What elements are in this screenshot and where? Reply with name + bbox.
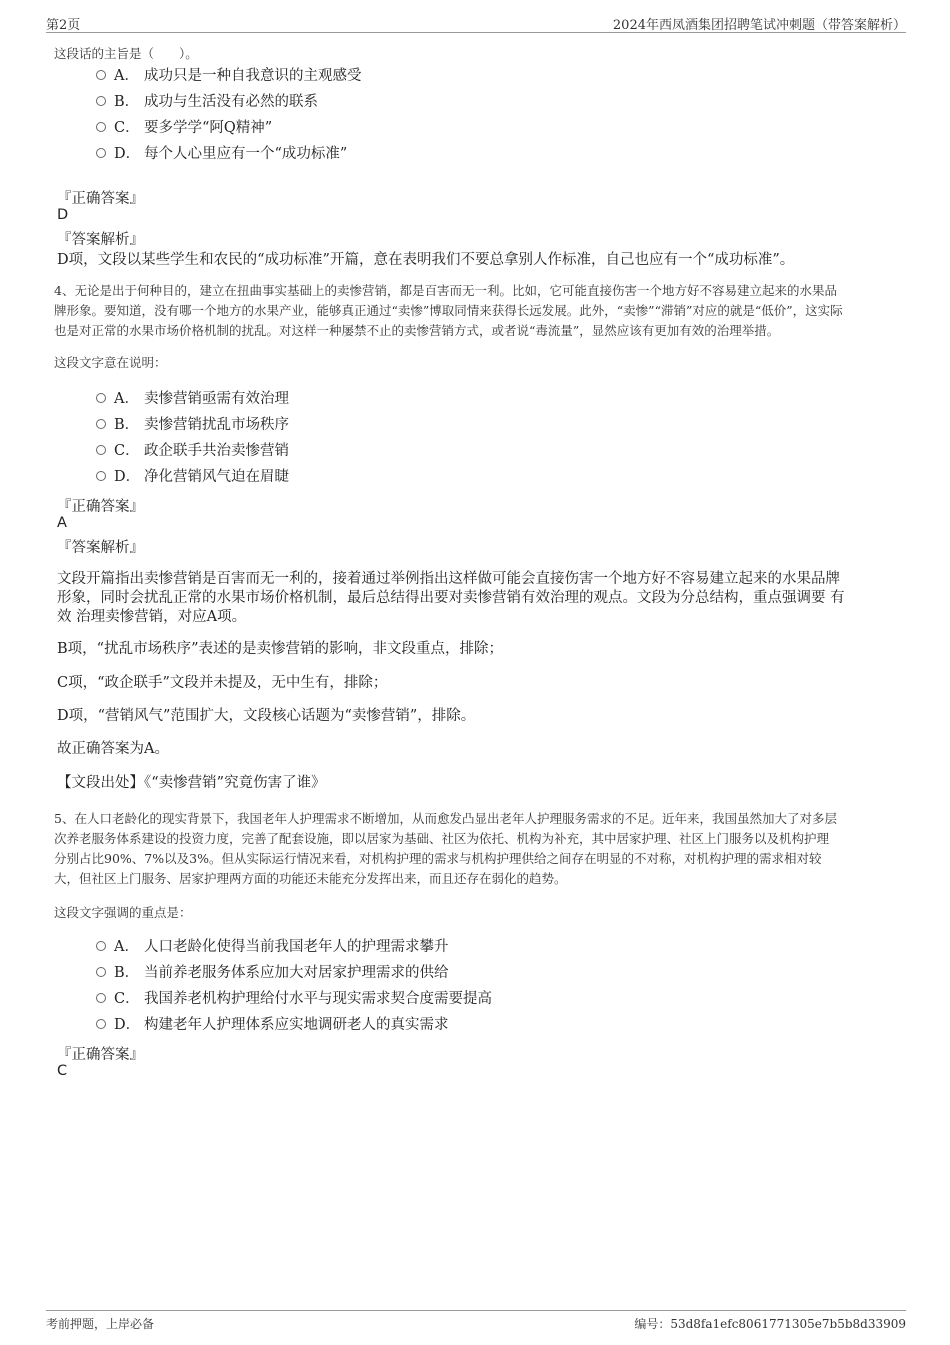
q4-note-d: D项，“营销风气”范围扩大，文段核心话题为“卖惨营销”，排除。	[57, 708, 476, 724]
q5-option-b[interactable]: B． 当前养老服务体系应加大对居家护理需求的供给	[96, 960, 492, 986]
radio-icon[interactable]	[96, 148, 106, 158]
q4-note-c: C项，“政企联手”文段并未提及，无中生有，排除；	[57, 675, 388, 691]
q4-option-c[interactable]: C． 政企联手共治卖惨营销	[96, 438, 289, 464]
answer-value: C	[57, 1063, 68, 1079]
q4-options	[96, 386, 289, 490]
q3-answer-section	[57, 187, 794, 268]
q5-options	[96, 934, 492, 1038]
q4-answer-section	[57, 495, 144, 556]
page-footer	[46, 1310, 906, 1335]
q5-answer-section	[57, 1043, 144, 1083]
q4-option-b[interactable]: B． 卖惨营销扰乱市场秩序	[96, 412, 289, 438]
q3-option-d[interactable]: D． 每个人心里应有一个“成功标准”	[96, 141, 362, 167]
q3-option-b[interactable]: B． 成功与生活没有必然的联系	[96, 89, 362, 115]
q3-option-c[interactable]: C． 要多学学“阿Q精神”	[96, 115, 362, 141]
page-number: 第2页	[46, 18, 81, 33]
answer-value: D	[57, 207, 69, 223]
q5-option-a[interactable]: A． 人口老龄化使得当前我国老年人的护理需求攀升	[96, 934, 492, 960]
document-title: 2024年西凤酒集团招聘笔试冲刺题（带答案解析）	[612, 18, 906, 33]
q4-note-b: B项，“扰乱市场秩序”表述的是卖惨营销的影响，非文段重点，排除；	[57, 641, 503, 657]
q4-option-a[interactable]: A． 卖惨营销亟需有效治理	[96, 386, 289, 412]
footer-slogan: 考前押题，上岸必备	[46, 1317, 155, 1331]
radio-icon[interactable]	[96, 70, 106, 80]
radio-icon[interactable]	[96, 993, 106, 1003]
page-header	[46, 12, 906, 33]
radio-icon[interactable]	[96, 471, 106, 481]
q5-option-c[interactable]: C． 我国养老机构护理给付水平与现实需求契合度需要提高	[96, 986, 492, 1012]
q4-passage: 4、无论是出于何种目的，建立在扭曲事实基础上的卖惨营销，都是百害而无一利。比如，它可能直接伤害一个地方好不容易建立起来的水果品 牌形象。要知道，没有哪一个地方的水果产业，能够真正通过“卖惨”博取同情来获得长远发展。此外，“卖惨”“滞销”对应的就是“低价”，这实际 也是对正常的水果市场价格机制的扰乱。对这样一种屡禁不止的卖惨营销方式，或者说“毒流量”，显然应该有更加有效的治理举措。	[54, 283, 843, 338]
radio-icon[interactable]	[96, 393, 106, 403]
q4-question: 这段文字意在说明：	[54, 355, 167, 370]
q4-conclusion: 故正确答案为A。	[57, 741, 169, 757]
radio-icon[interactable]	[96, 122, 106, 132]
radio-icon[interactable]	[96, 1019, 106, 1029]
radio-icon[interactable]	[96, 967, 106, 977]
answer-label: 『正确答案』	[57, 191, 144, 207]
analysis-text: D项，文段以某些学生和农民的“成功标准”开篇，意在表明我们不要总拿别人作标准，自己也应有一个“成功标准”。	[57, 252, 795, 268]
analysis-label: 『答案解析』	[57, 540, 144, 556]
q5-option-d[interactable]: D． 构建老年人护理体系应实地调研老人的真实需求	[96, 1012, 492, 1038]
radio-icon[interactable]	[96, 96, 106, 106]
q3-options	[96, 63, 362, 167]
analysis-label: 『答案解析』	[57, 232, 144, 248]
document-id: 编号：53d8fa1efc8061771305e7b5b8d33909	[634, 1317, 906, 1331]
answer-label: 『正确答案』	[57, 499, 144, 515]
answer-value: A	[57, 515, 67, 531]
radio-icon[interactable]	[96, 445, 106, 455]
q4-analysis: 文段开篇指出卖惨营销是百害而无一利的，接着通过举例指出这样做可能会直接伤害一个地方好不容易建立起来的水果品牌 形象，同时会扰乱正常的水果市场价格机制，最后总结得出要对卖惨营销有效治理的观点。文段为分总结构，重点强调要 有 效 治理卖惨营销，对应A项。	[57, 571, 845, 625]
q5-passage: 5、在人口老龄化的现实背景下，我国老年人护理需求不断增加，从而愈发凸显出老年人护理服务需求的不足。近年来，我国虽然加大了对多层 次养老服务体系建设的投资力度，完善了配套设施，即以居家为基础、社区为依托、机构为补充，其中居家护理、社区上门服务以及机构护理 分别占比90%、7%以及3%。但从实际运行情况来看，对机构护理的需求与机构护理供给之间存在明显的不对称，对机构护理的需求相对较 大，但社区上门服务、居家护理两方面的功能还未能充分发挥出来，而且还存在弱化的趋势。	[54, 811, 837, 886]
q5-question: 这段文字强调的重点是：	[54, 905, 192, 920]
q4-option-d[interactable]: D． 净化营销风气迫在眉睫	[96, 464, 289, 490]
radio-icon[interactable]	[96, 419, 106, 429]
q3-option-a[interactable]: A． 成功只是一种自我意识的主观感受	[96, 63, 362, 89]
q4-source: 【文段出处】《“卖惨营销”究竟伤害了谁》	[57, 775, 326, 791]
answer-label: 『正确答案』	[57, 1047, 144, 1063]
radio-icon[interactable]	[96, 941, 106, 951]
q3-question: 这段话的主旨是（ ）。	[54, 46, 198, 61]
